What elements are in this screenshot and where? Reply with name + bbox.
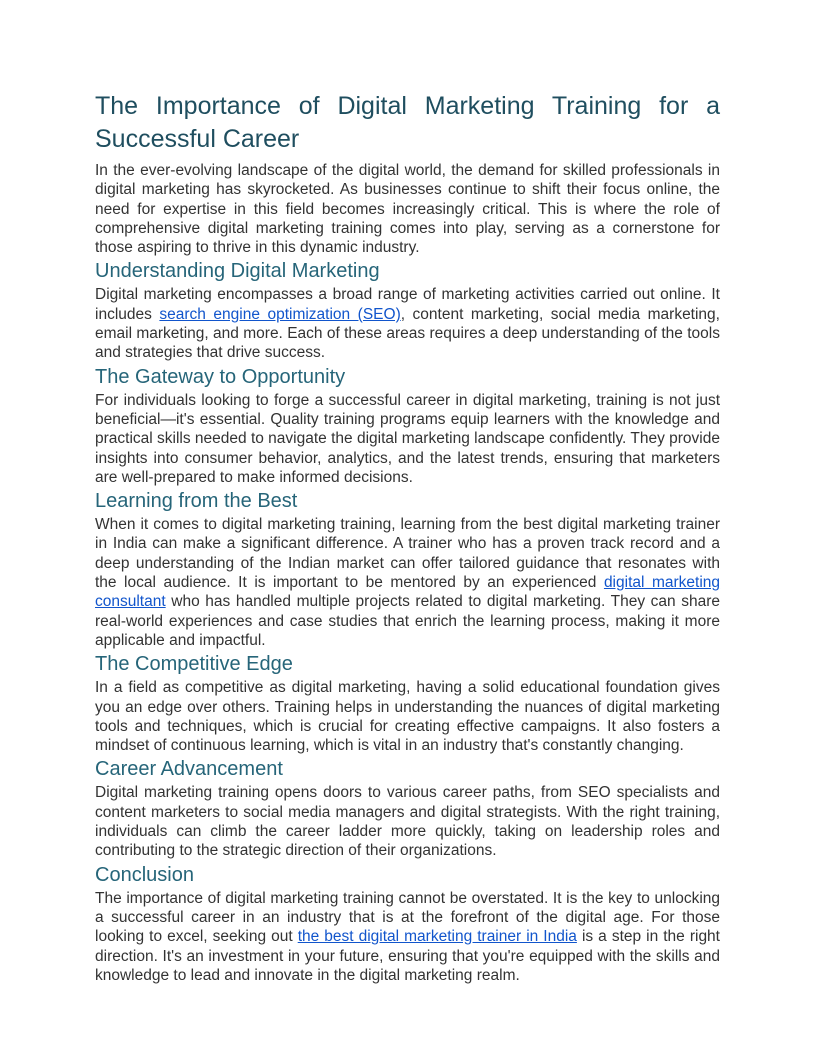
section-understanding-digital-marketing	[95, 260, 720, 362]
section-conclusion	[95, 864, 720, 985]
section-paragraph	[95, 678, 720, 755]
section-competitive-edge	[95, 653, 720, 755]
section-heading: The Competitive Edge	[95, 653, 293, 676]
section-career-advancement	[95, 758, 720, 860]
section-paragraph	[95, 391, 720, 487]
text-segment: When it comes to digital marketing training, learning from the best digital marketing trainer in India can make a significant difference. A trainer who has a proven track record and a deep understanding of the Indian market can offer tailored guidance that resonates with the local audience. It is important to be mentored by an experienced	[95, 516, 720, 592]
section-heading: Learning from the Best	[95, 490, 298, 513]
text-segment: is a step in the right direction. It's an investment in your future, ensuring that you're equipped with the skills and knowledge to lead and innovate in the digital marketing realm.	[95, 928, 720, 984]
section-paragraph	[95, 783, 720, 860]
section-heading: Understanding Digital Marketing	[95, 260, 380, 283]
text-segment: Digital marketing encompasses a broad range of marketing activities carried out online. It includes	[95, 286, 720, 323]
inline-link[interactable]: digital marketing consultant	[95, 574, 721, 611]
section-learning-from-the-best	[95, 490, 720, 650]
text-segment: Digital marketing training opens doors to various career paths, from SEO specialists and content marketers to social media managers and digital strategists. With the right training, individuals can climb the career ladder more quickly, taking on leadership roles and contributing to the strategic direction of their organizations.	[95, 784, 720, 860]
intro-paragraph	[95, 161, 720, 257]
text-segment: In a field as competitive as digital marketing, having a solid educational foundation gives you an edge over others. Training helps in understanding the nuances of digital marketing tools and techniques, which is crucial for creating effective campaigns. It also fosters a mindset of continuous learning, which is vital in an industry that's constantly changing.	[95, 679, 720, 755]
section-gateway-to-opportunity	[95, 366, 720, 487]
inline-link[interactable]: the best digital marketing trainer in India	[297, 928, 577, 946]
section-paragraph	[95, 515, 720, 650]
section-paragraph	[95, 889, 720, 985]
section-heading: Career Advancement	[95, 758, 283, 781]
document-title: The Importance of Digital Marketing Training for a Successful Career	[95, 92, 720, 153]
section-paragraph	[95, 285, 720, 362]
text-segment: The importance of digital marketing training cannot be overstated. It is the key to unlocking a successful career in an industry that is at the forefront of the digital age. For those looking to excel, seeking out	[95, 889, 720, 946]
text-segment: For individuals looking to forge a successful career in digital marketing, training is not just beneficial—it's essential. Quality training programs equip learners with the knowledge and practical skills needed to navigate the digital marketing landscape confidently. They provide insights into consumer behavior, analytics, and the latest trends, ensuring that marketers are well-prepared to make informed decisions.	[95, 391, 720, 486]
text-segment: , content marketing, social media marketing, email marketing, and more. Each of these areas requires a deep understanding of the tools and strategies that drive success.	[95, 305, 720, 362]
section-heading: The Gateway to Opportunity	[95, 365, 346, 388]
text-segment: who has handled multiple projects related to digital marketing. They can share real-world experiences and case studies that enrich the learning process, making it more applicable and impactful.	[95, 593, 720, 649]
section-heading: Conclusion	[95, 863, 194, 886]
inline-link[interactable]: search engine optimization (SEO)	[159, 305, 401, 323]
text-segment: In the ever-evolving landscape of the digital world, the demand for skilled professionals in digital marketing has skyrocketed. As businesses continue to shift their focus online, the need for expertise in this field becomes increasingly critical. This is where the role of comprehensive digital marketing training comes into play, serving as a cornerstone for those aspiring to thrive in this dynamic industry.	[95, 162, 720, 257]
